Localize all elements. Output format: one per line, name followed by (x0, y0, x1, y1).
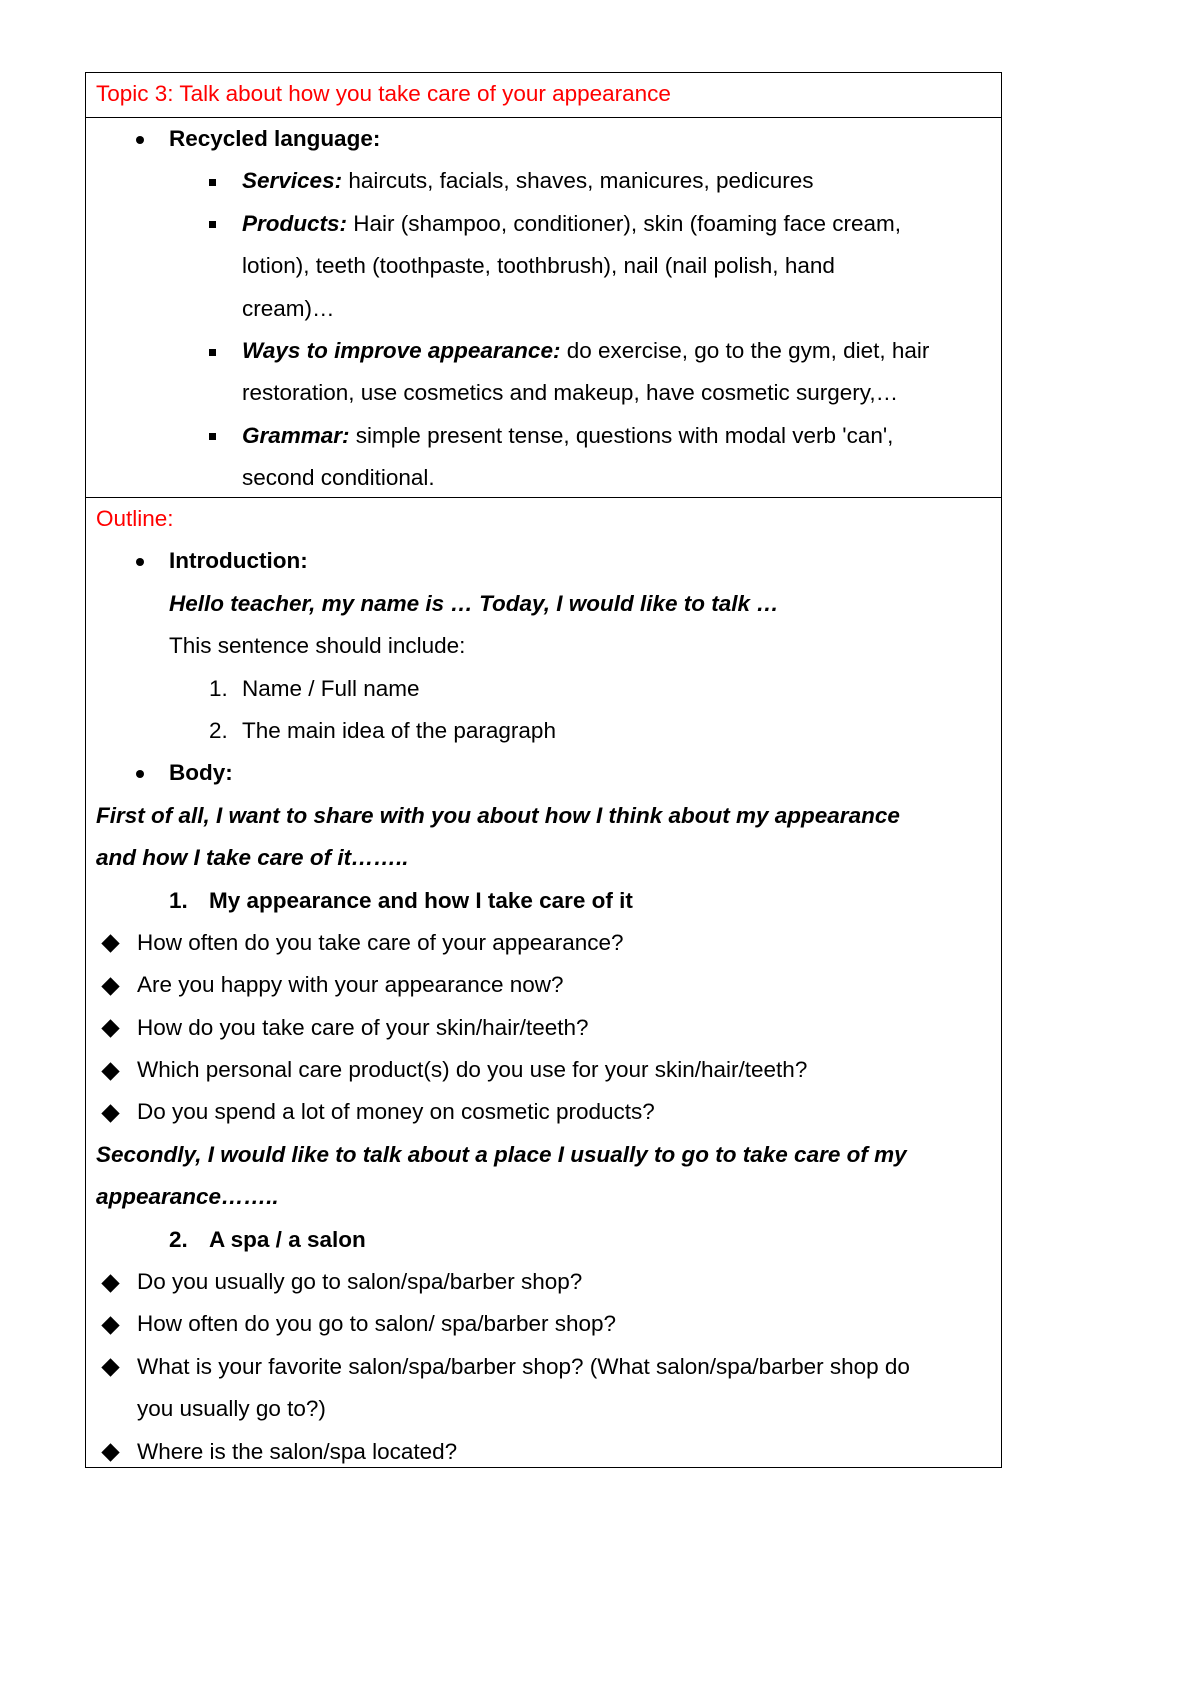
recycled-language-cell (86, 117, 1001, 497)
diamond-bullet-icon (104, 1303, 117, 1345)
topic-title: Topic 3: Talk about how you take care of your appearance (96, 81, 671, 106)
diamond-bullet-icon (104, 1007, 117, 1049)
intro-item: 2. The main idea of the paragraph (96, 710, 991, 752)
diamond-bullet-icon (104, 1049, 117, 1091)
diamond-bullet-icon (104, 1346, 117, 1388)
outline-table (85, 72, 1002, 1468)
question-item: How often do you go to salon/ spa/barber shop? (96, 1303, 991, 1345)
first-paragraph-line-2: and how I take care of it…….. (96, 845, 409, 871)
question-item: What is your favorite salon/spa/barber shop? (What salon/spa/barber shop do (96, 1346, 991, 1388)
list-number: 2. (209, 717, 228, 743)
square-bullet-icon (209, 160, 216, 202)
question-item: Are you happy with your appearance now? (96, 964, 991, 1006)
outline-label: Outline: (96, 506, 174, 531)
square-bullet-icon (209, 415, 216, 457)
question-item-continued: you usually go to?) (137, 1396, 326, 1422)
grammar-line-2: second conditional. (242, 465, 435, 491)
question-item: Do you usually go to salon/spa/barber shop? (96, 1261, 991, 1303)
bullet-icon (134, 118, 146, 160)
question-item: How often do you take care of your appearance? (96, 922, 991, 964)
ways-line: Ways to improve appearance: do exercise, go to the gym, diet, hair (96, 330, 991, 372)
products-line-3: cream)… (242, 295, 335, 321)
intro-note: This sentence should include: (169, 633, 466, 659)
diamond-bullet-icon (104, 1261, 117, 1303)
intro-sentence: Hello teacher, my name is … Today, I would like to talk … (169, 590, 779, 616)
bullet-icon (134, 752, 146, 794)
question-item: How do you take care of your skin/hair/teeth? (96, 1007, 991, 1049)
ways-line-2: restoration, use cosmetics and makeup, have cosmetic surgery,… (242, 380, 899, 406)
grammar-line: Grammar: simple present tense, questions with modal verb 'can', (96, 415, 991, 457)
list-number: 2. (169, 1226, 188, 1252)
services-line: Services: haircuts, facials, shaves, manicures, pedicures (96, 160, 991, 202)
second-paragraph-line: Secondly, I would like to talk about a place I usually to go to take care of my (96, 1141, 907, 1167)
diamond-bullet-icon (104, 964, 117, 1006)
question-item: Which personal care product(s) do you use for your skin/hair/teeth? (96, 1049, 991, 1091)
second-paragraph-line-2: appearance…….. (96, 1184, 279, 1210)
question-item: Do you spend a lot of money on cosmetic products? (96, 1091, 991, 1133)
bullet-icon (134, 540, 146, 582)
diamond-bullet-icon (104, 1091, 117, 1133)
section1-title: 1. My appearance and how I take care of it (96, 880, 991, 922)
intro-heading: Introduction: (96, 540, 991, 582)
first-paragraph-line: First of all, I want to share with you about how I think about my appearance (96, 802, 900, 828)
recycled-heading: Recycled language: (96, 118, 991, 160)
square-bullet-icon (209, 330, 216, 372)
outline-cell (86, 497, 1001, 1467)
products-line: Products: Hair (shampoo, conditioner), skin (foaming face cream, (96, 203, 991, 245)
diamond-bullet-icon (104, 1431, 117, 1473)
diamond-bullet-icon (104, 922, 117, 964)
body-heading: Body: (96, 752, 991, 794)
section2-title: 2. A spa / a salon (96, 1219, 991, 1261)
list-number: 1. (169, 887, 188, 913)
intro-item: 1. Name / Full name (96, 668, 991, 710)
square-bullet-icon (209, 203, 216, 245)
products-line-2: lotion), teeth (toothpaste, toothbrush), nail (nail polish, hand (242, 253, 835, 279)
list-number: 1. (209, 675, 228, 701)
question-item: Where is the salon/spa located? (96, 1431, 991, 1473)
topic-cell (86, 73, 1001, 117)
